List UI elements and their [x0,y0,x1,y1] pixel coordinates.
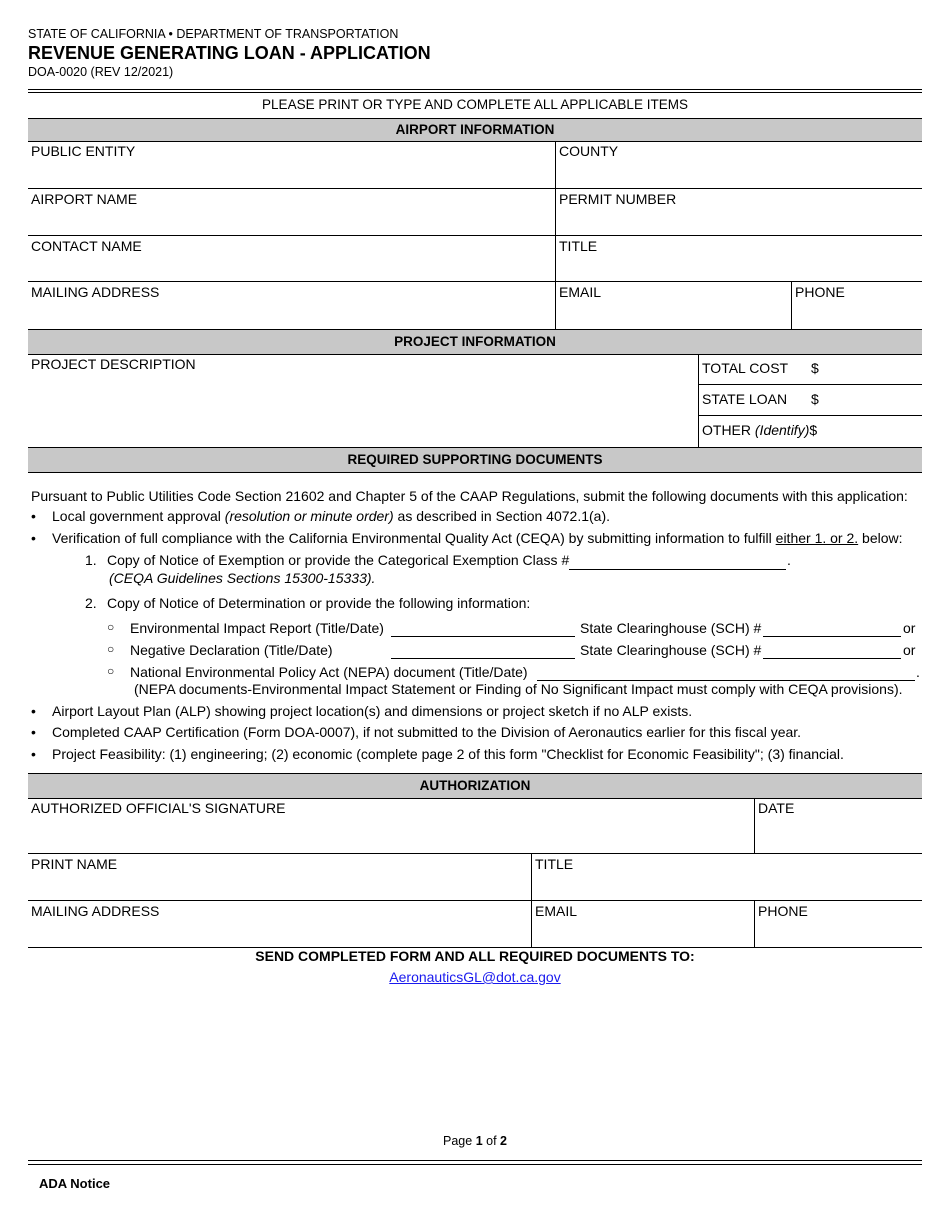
airport-phone-label: PHONE [795,284,845,300]
doc-local-approval: Local government approval (resolution or minute order) as described in Section 4072.1(a). [52,508,610,524]
neg-sch-input[interactable] [763,642,901,659]
contact-title-label: TITLE [559,238,598,254]
public-entity-field[interactable] [28,141,555,189]
official-mailing-address-field[interactable] [28,901,531,948]
total-cost-currency: $ [811,360,819,376]
airport-name-label: AIRPORT NAME [31,191,138,207]
eir-or: or [903,620,916,636]
nepa-period: . [916,664,920,680]
ada-notice: ADA Notice [39,1176,111,1191]
signature-field[interactable] [28,798,754,854]
send-to-email-wrap [28,969,922,985]
identify-label: (Identify) [754,422,810,438]
airport-mailing-address-label: MAILING ADDRESS [31,284,160,300]
send-to-label: SEND COMPLETED FORM AND ALL REQUIRED DOCUMENTS TO: [255,948,695,964]
state-loan-currency: $ [811,391,819,407]
header-rule-top [28,89,922,90]
signature-label: AUTHORIZED OFFICIAL'S SIGNATURE [31,800,286,816]
send-to-email-link[interactable]: AeronauticsGL@dot.ca.gov [389,969,561,985]
official-email-field[interactable] [531,901,754,948]
signature-date-field[interactable] [754,798,922,854]
official-phone-field[interactable] [754,901,922,948]
item-2-text: Copy of Notice of Determination or provide the following information: [107,595,531,611]
total-cost-label: TOTAL COST [702,360,789,376]
total-cost-field[interactable] [698,354,922,385]
contact-title-field[interactable] [555,236,922,282]
airport-email-field[interactable] [555,282,791,329]
contact-name-label: CONTACT NAME [31,238,142,254]
bullet-5: • [31,746,36,762]
doc-airport-layout-plan: Airport Layout Plan (ALP) showing project location(s) and dimensions or project sketch if no ALP exists. [52,703,693,719]
print-name-field[interactable] [28,854,531,901]
doc-ceqa-verification: Verification of full compliance with the California Environmental Quality Act (CEQA) by submitting information to fulfill either 1. or 2. below: [52,530,903,546]
nepa-label: National Environmental Policy Act (NEPA) document (Title/Date) [130,664,528,680]
contact-name-field[interactable] [28,236,555,282]
page-indicator: Page 1 of 2 [443,1134,507,1148]
item-1-note: (CEQA Guidelines Sections 15300-15333). [109,570,376,586]
permit-number-field[interactable] [555,189,922,236]
form-title: REVENUE GENERATING LOAN - APPLICATION [28,43,431,63]
documents-intro: Pursuant to Public Utilities Code Section 21602 and Chapter 5 of the CAAP Regulations, submit the following documents with this application: [31,488,908,504]
other-currency: $ [809,422,818,438]
bullet-1: • [31,508,36,524]
instructions: PLEASE PRINT OR TYPE AND COMPLETE ALL APPLICABLE ITEMS [262,97,688,112]
project-section-heading: PROJECT INFORMATION [28,329,922,355]
airport-mailing-address-field[interactable] [28,282,555,329]
item-1-number: 1. [85,552,97,568]
county-label: COUNTY [559,143,619,159]
negative-declaration-label: Negative Declaration (Title/Date) [130,642,333,658]
public-entity-label: PUBLIC ENTITY [31,143,136,159]
documents-section-heading: REQUIRED SUPPORTING DOCUMENTS [28,447,922,473]
footer-rule-bottom [28,1164,922,1165]
signature-date-label: DATE [758,800,795,816]
print-name-label: PRINT NAME [31,856,118,872]
doc-project-feasibility: Project Feasibility: (1) engineering; (2) economic (complete page 2 of this form "Checklist for Economic Feasibility"; (3) financial. [52,746,844,762]
airport-phone-field[interactable] [791,282,922,329]
official-title-field[interactable] [531,854,922,901]
other-label: OTHER [702,422,751,438]
eir-title-date-input[interactable] [391,620,575,637]
bullet-3: • [31,703,36,719]
form-number: DOA-0020 (REV 12/2021) [28,65,174,79]
circle-bullet-eir: ○ [107,620,115,634]
bullet-4: • [31,724,36,740]
project-description-field[interactable] [28,354,698,446]
header-rule-bottom [28,92,922,93]
circle-bullet-neg: ○ [107,642,115,656]
exemption-class-input[interactable] [569,553,786,570]
item-1-period: . [787,552,791,568]
negative-declaration-input[interactable] [391,642,575,659]
project-description-label: PROJECT DESCRIPTION [31,356,196,372]
airport-email-label: EMAIL [559,284,602,300]
neg-sch-label: State Clearinghouse (SCH) # [580,642,762,658]
footer-rule-top [28,1160,922,1161]
official-phone-label: PHONE [758,903,808,919]
item-1-text: Copy of Notice of Exemption or provide the Categorical Exemption Class # [107,552,570,568]
bullet-2: • [31,530,36,546]
authorization-section-heading: AUTHORIZATION [28,773,922,799]
eir-sch-input[interactable] [763,620,901,637]
nepa-note: (NEPA documents-Environmental Impact Statement or Finding of No Significant Impact must comply with CEQA provisions). [134,681,903,697]
airport-section-heading: AIRPORT INFORMATION [28,118,922,142]
circle-bullet-nepa: ○ [107,664,115,678]
nepa-title-date-input[interactable] [537,664,915,681]
doc-caap-certification: Completed CAAP Certification (Form DOA-0007), if not submitted to the Division of Aeronautics earlier for this fiscal year. [52,724,802,740]
official-mailing-address-label: MAILING ADDRESS [31,903,160,919]
other-funding-field[interactable] [698,416,922,447]
official-title-label: TITLE [535,856,574,872]
item-2-number: 2. [85,595,97,611]
official-email-label: EMAIL [535,903,578,919]
eir-label: Environmental Impact Report (Title/Date) [130,620,384,636]
neg-or: or [903,642,916,658]
eir-sch-label: State Clearinghouse (SCH) # [580,620,762,636]
state-loan-field[interactable] [698,385,922,416]
airport-name-field[interactable] [28,189,555,236]
county-field[interactable] [555,141,922,189]
state-loan-label: STATE LOAN [702,391,788,407]
agency-line: STATE OF CALIFORNIA • DEPARTMENT OF TRANSPORTATION [28,27,399,41]
permit-number-label: PERMIT NUMBER [559,191,677,207]
